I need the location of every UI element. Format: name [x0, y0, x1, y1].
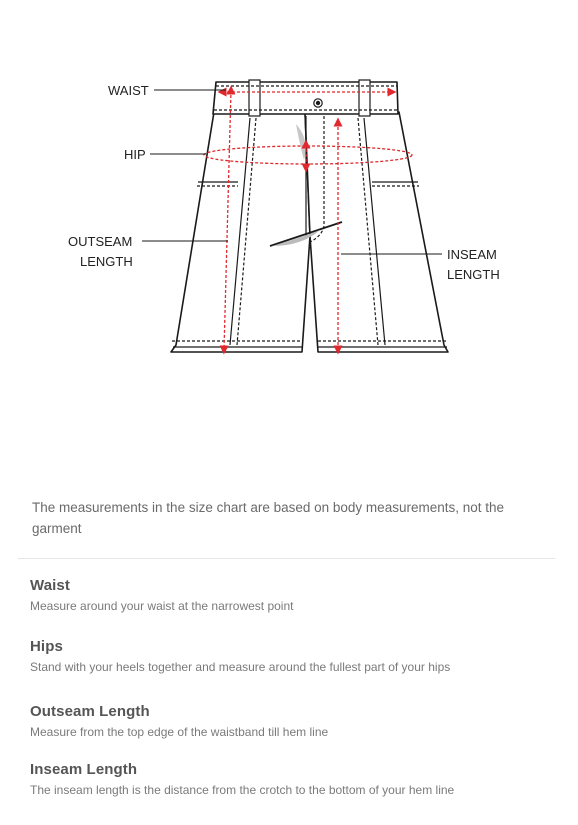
outseam-label-line1: OUTSEAM — [68, 234, 133, 249]
section-hips — [30, 638, 560, 674]
section-description: The inseam length is the distance from the crotch to the bottom of your hem line — [30, 783, 455, 797]
section-description: Stand with your heels together and measure around the fullest part of your hips — [30, 660, 451, 674]
shorts-measurement-diagram — [0, 0, 578, 400]
section-description: Measure around your waist at the narrowest point — [30, 599, 294, 613]
hip-label: HIP — [124, 147, 146, 162]
shorts-outline — [171, 82, 448, 352]
section-outseam-length — [30, 703, 560, 739]
section-waist — [30, 577, 560, 613]
waist-label: WAIST — [108, 83, 149, 98]
section-title: Hips — [30, 638, 63, 655]
section-title: Waist — [30, 577, 70, 594]
outseam-label-line2: LENGTH — [80, 254, 133, 269]
inseam-label-line2: LENGTH — [447, 267, 500, 282]
section-title: Inseam Length — [30, 761, 138, 778]
section-inseam-length — [30, 761, 560, 797]
section-description: Measure from the top edge of the waistband till hem line — [30, 725, 329, 739]
inseam-label-line1: INSEAM — [447, 247, 497, 262]
measurement-note: The measurements in the size chart are based on body measurements, not the garment — [32, 500, 505, 536]
section-title: Outseam Length — [30, 703, 150, 720]
divider — [18, 558, 555, 559]
